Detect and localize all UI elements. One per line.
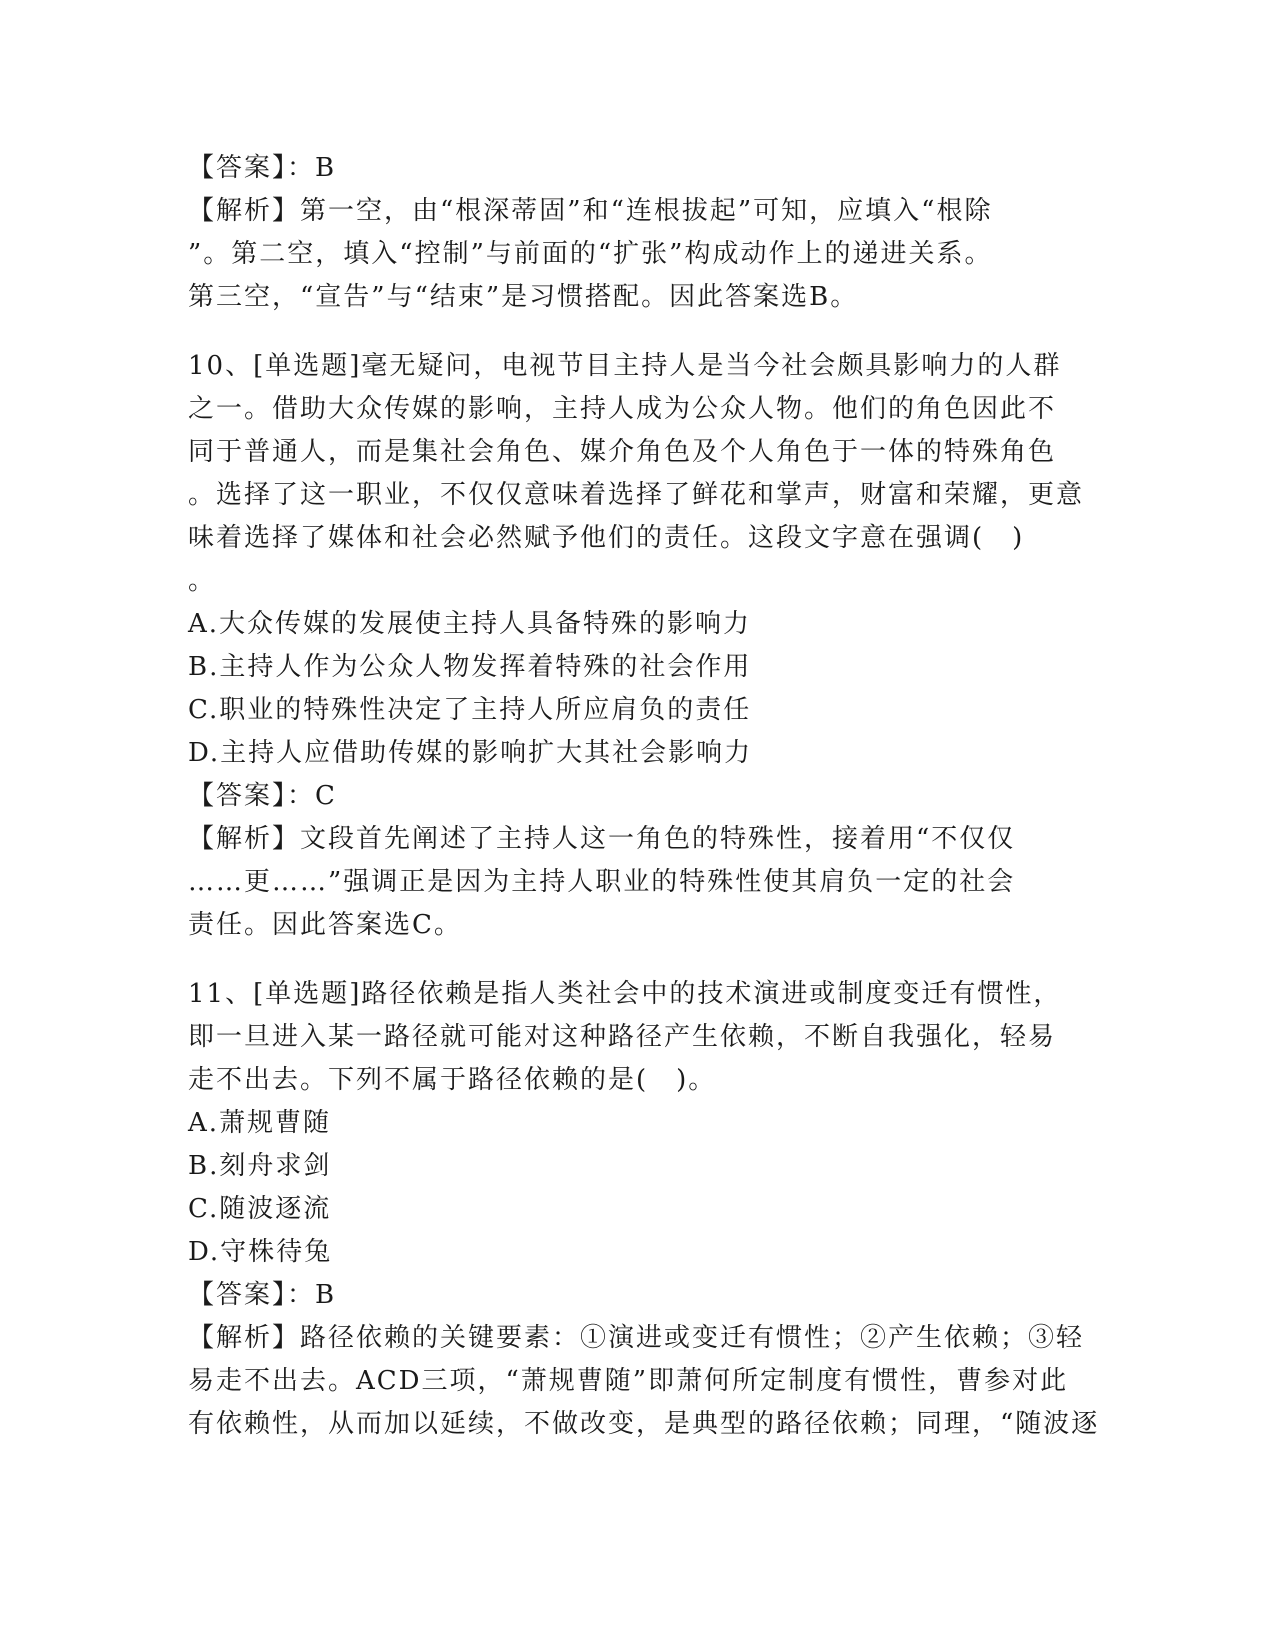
q10-stem-line: 。选择了这一职业，不仅仅意味着选择了鲜花和掌声，财富和荣耀，更意 xyxy=(188,480,1085,510)
question-10 xyxy=(188,345,1088,947)
q10-stem-line: 味着选择了媒体和社会必然赋予他们的责任。这段文字意在强调( ) xyxy=(188,523,1025,553)
q10-option-d: D.主持人应借助传媒的影响扩大其社会影响力 xyxy=(188,738,753,768)
paragraph-gap xyxy=(188,319,1088,345)
q9-analysis-line: 【解析】第一空，由“根深蒂固”和“连根拔起”可知，应填入“根除 xyxy=(188,196,993,226)
q9-answer: 【答案】：B xyxy=(188,153,337,183)
q9-answer-block xyxy=(188,147,1088,319)
q11-option-b: B.刻舟求剑 xyxy=(188,1151,332,1181)
q11-analysis-line: 有依赖性，从而加以延续，不做改变，是典型的路径依赖；同理，“随波逐 xyxy=(188,1409,1100,1439)
q10-stem-line: 。 xyxy=(188,566,217,596)
q10-analysis-line: 【解析】文段首先阐述了主持人这一角色的特殊性，接着用“不仅仅 xyxy=(188,824,1016,854)
q11-answer: 【答案】：B xyxy=(188,1280,337,1310)
question-11 xyxy=(188,973,1100,1446)
q10-answer: 【答案】：C xyxy=(188,781,337,811)
q10-stem-line: 之一。借助大众传媒的影响，主持人成为公众人物。他们的角色因此不 xyxy=(188,394,1057,424)
q11-analysis-line: 【解析】路径依赖的关键要素：①演进或变迁有惯性；②产生依赖；③轻 xyxy=(188,1323,1085,1353)
q10-analysis-line: 责任。因此答案选C。 xyxy=(188,910,462,940)
q9-analysis-line: 第三空，“宣告”与“结束”是习惯搭配。因此答案选B。 xyxy=(188,282,859,312)
q10-option-b: B.主持人作为公众人物发挥着特殊的社会作用 xyxy=(188,652,752,682)
q11-option-c: C.随波逐流 xyxy=(188,1194,332,1224)
q11-analysis-line: 易走不出去。ACD三项，“萧规曹随”即萧何所定制度有惯性，曹参对此 xyxy=(188,1366,1069,1396)
q10-option-c: C.职业的特殊性决定了主持人所应肩负的责任 xyxy=(188,695,752,725)
q10-option-a: A.大众传媒的发展使主持人具备特殊的影响力 xyxy=(188,609,752,639)
q11-option-a: A.萧规曹随 xyxy=(188,1108,332,1138)
document-page xyxy=(188,147,1100,1446)
paragraph-gap xyxy=(188,947,1088,973)
q10-stem-line: 同于普通人，而是集社会角色、媒介角色及个人角色于一体的特殊角色 xyxy=(188,437,1057,467)
q9-analysis-line: ”。第二空，填入“控制”与前面的“扩张”构成动作上的递进关系。 xyxy=(188,239,993,269)
q11-option-d: D.守株待兔 xyxy=(188,1237,333,1267)
q10-stem-line: 10、[单选题]毫无疑问，电视节目主持人是当今社会颇具影响力的人群 xyxy=(188,351,1062,381)
q11-stem-line: 即一旦进入某一路径就可能对这种路径产生依赖，不断自我强化，轻易 xyxy=(188,1022,1057,1052)
q11-stem-line: 11、[单选题]路径依赖是指人类社会中的技术演进或制度变迁有惯性， xyxy=(188,979,1062,1009)
q10-analysis-line: ……更……”强调正是因为主持人职业的特殊性使其肩负一定的社会 xyxy=(188,867,1016,897)
q11-stem-line: 走不出去。下列不属于路径依赖的是( )。 xyxy=(188,1065,717,1095)
